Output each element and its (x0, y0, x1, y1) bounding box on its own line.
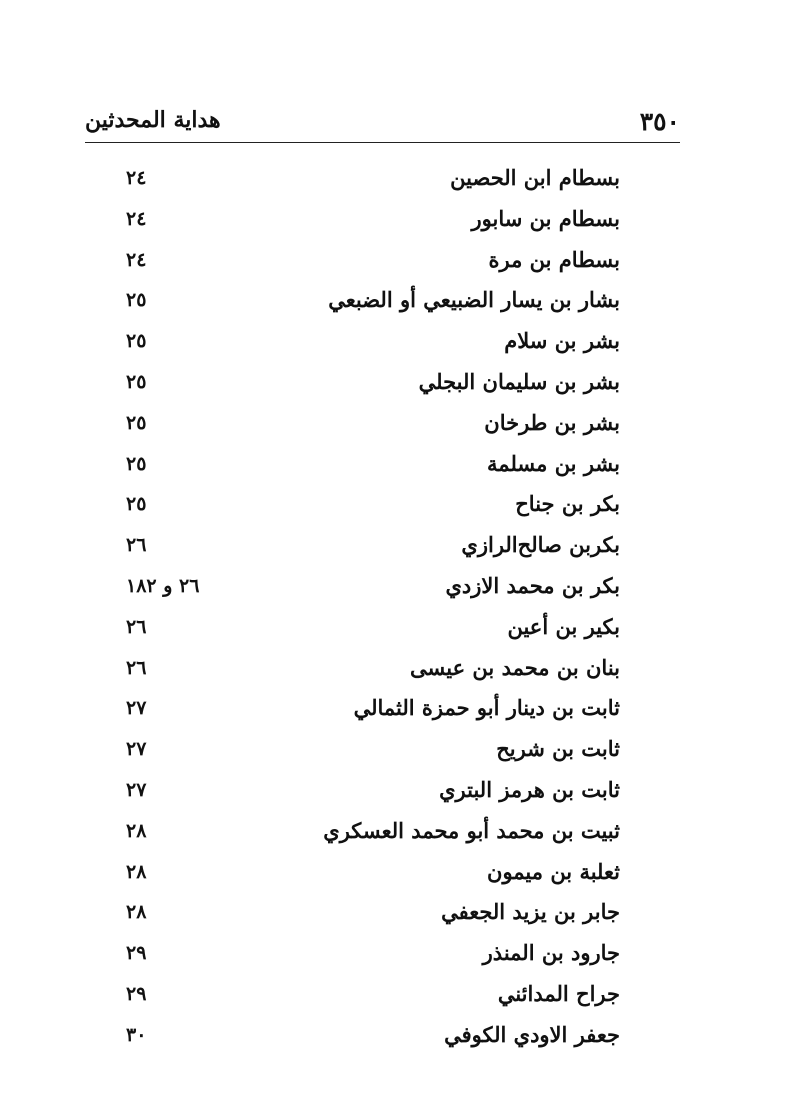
index-row (110, 448, 620, 489)
entry-page-ref: ٢٤ (126, 248, 147, 271)
index-row (110, 203, 620, 244)
entry-page-ref: ٢٥ (126, 370, 147, 393)
index-row (110, 325, 620, 366)
entry-name: بشر بن طرخان (484, 409, 620, 435)
entry-name: جابر بن يزيد الجعفي (441, 899, 620, 925)
entry-page-ref: ٢٥ (126, 330, 147, 353)
entry-page-ref: ٢٨ (126, 860, 147, 883)
index-row (110, 733, 620, 774)
entry-page-ref: ٢٩ (126, 942, 147, 965)
index-row (110, 896, 620, 937)
entry-page-ref: ٢٦ (126, 615, 147, 638)
index-list (110, 162, 620, 1060)
index-row (110, 244, 620, 285)
entry-name: بسطام بن مرة (488, 246, 620, 272)
index-row (110, 162, 620, 203)
entry-name: بسطام ابن الحصين (450, 165, 620, 190)
entry-name: جارود بن المنذر (482, 940, 620, 966)
entry-name: ثعلبة بن ميمون (487, 858, 620, 884)
entry-page-ref: ٣٠ (126, 1023, 147, 1046)
index-row (110, 1019, 620, 1060)
entry-page-ref: ٢٧ (126, 697, 147, 720)
entry-name: بكر بن محمد الازدي (445, 572, 620, 598)
entry-page-ref: ٢٥ (126, 452, 147, 475)
entry-page-ref: ٢٥ (126, 289, 147, 312)
entry-page-ref: ٢٩ (126, 982, 147, 1005)
index-row (110, 529, 620, 570)
entry-page-ref: ٢٦ (126, 656, 147, 679)
entry-page-ref: ٢٥ (126, 411, 147, 434)
index-row (110, 284, 620, 325)
index-row (110, 652, 620, 693)
entry-name: بكير بن أعين (507, 613, 620, 639)
entry-name: بسطام بن سابور (471, 205, 620, 231)
entry-page-ref: ٢٥ (126, 493, 147, 516)
entry-name: ثابت بن هرمز البتري (439, 776, 620, 802)
index-row (110, 774, 620, 815)
entry-name: بنان بن محمد بن عيسى (410, 654, 620, 680)
index-row (110, 937, 620, 978)
entry-page-ref: ٢٨ (126, 901, 147, 924)
entry-page-ref: ٢٧ (126, 778, 147, 801)
index-row (110, 978, 620, 1019)
entry-page-ref: ٢٤ (126, 167, 147, 189)
header-divider (85, 142, 680, 143)
entry-page-ref: ٢٦ و ١٨٢ (126, 574, 200, 597)
entry-name: ثابت بن دينار أبو حمزة الثمالي (353, 695, 620, 721)
entry-name: بكربن صالح‌الرازي (461, 532, 620, 558)
book-title: هداية المحدثين (85, 107, 221, 133)
entry-name: ثابت بن شريح (496, 736, 620, 762)
entry-page-ref: ٢٨ (126, 819, 147, 842)
index-row (110, 407, 620, 448)
index-row (110, 856, 620, 897)
entry-page-ref: ٢٤ (126, 207, 147, 230)
entry-name: بشر بن سلام (504, 328, 620, 354)
entry-page-ref: ٢٧ (126, 738, 147, 761)
entry-name: بشر بن سليمان البجلي (418, 368, 620, 394)
entry-name: جعفر الاودي الكوفي (444, 1021, 620, 1047)
index-row (110, 815, 620, 856)
index-row (110, 692, 620, 733)
entry-name: بشار بن يسار الضبيعي أو الضبعي (328, 287, 620, 313)
entry-name: بكر بن جناح (515, 491, 620, 517)
index-row (110, 570, 620, 611)
index-row (110, 488, 620, 529)
entry-name: ثبيت بن محمد أبو محمد العسكري (323, 817, 620, 843)
entry-name: بشر بن مسلمة (487, 450, 620, 476)
index-row (110, 366, 620, 407)
entry-name: جراح المدائني (497, 980, 620, 1006)
page-header (85, 103, 680, 139)
page-number: ٣٥٠ (639, 107, 680, 136)
index-row (110, 611, 620, 652)
entry-page-ref: ٢٦ (126, 534, 147, 557)
